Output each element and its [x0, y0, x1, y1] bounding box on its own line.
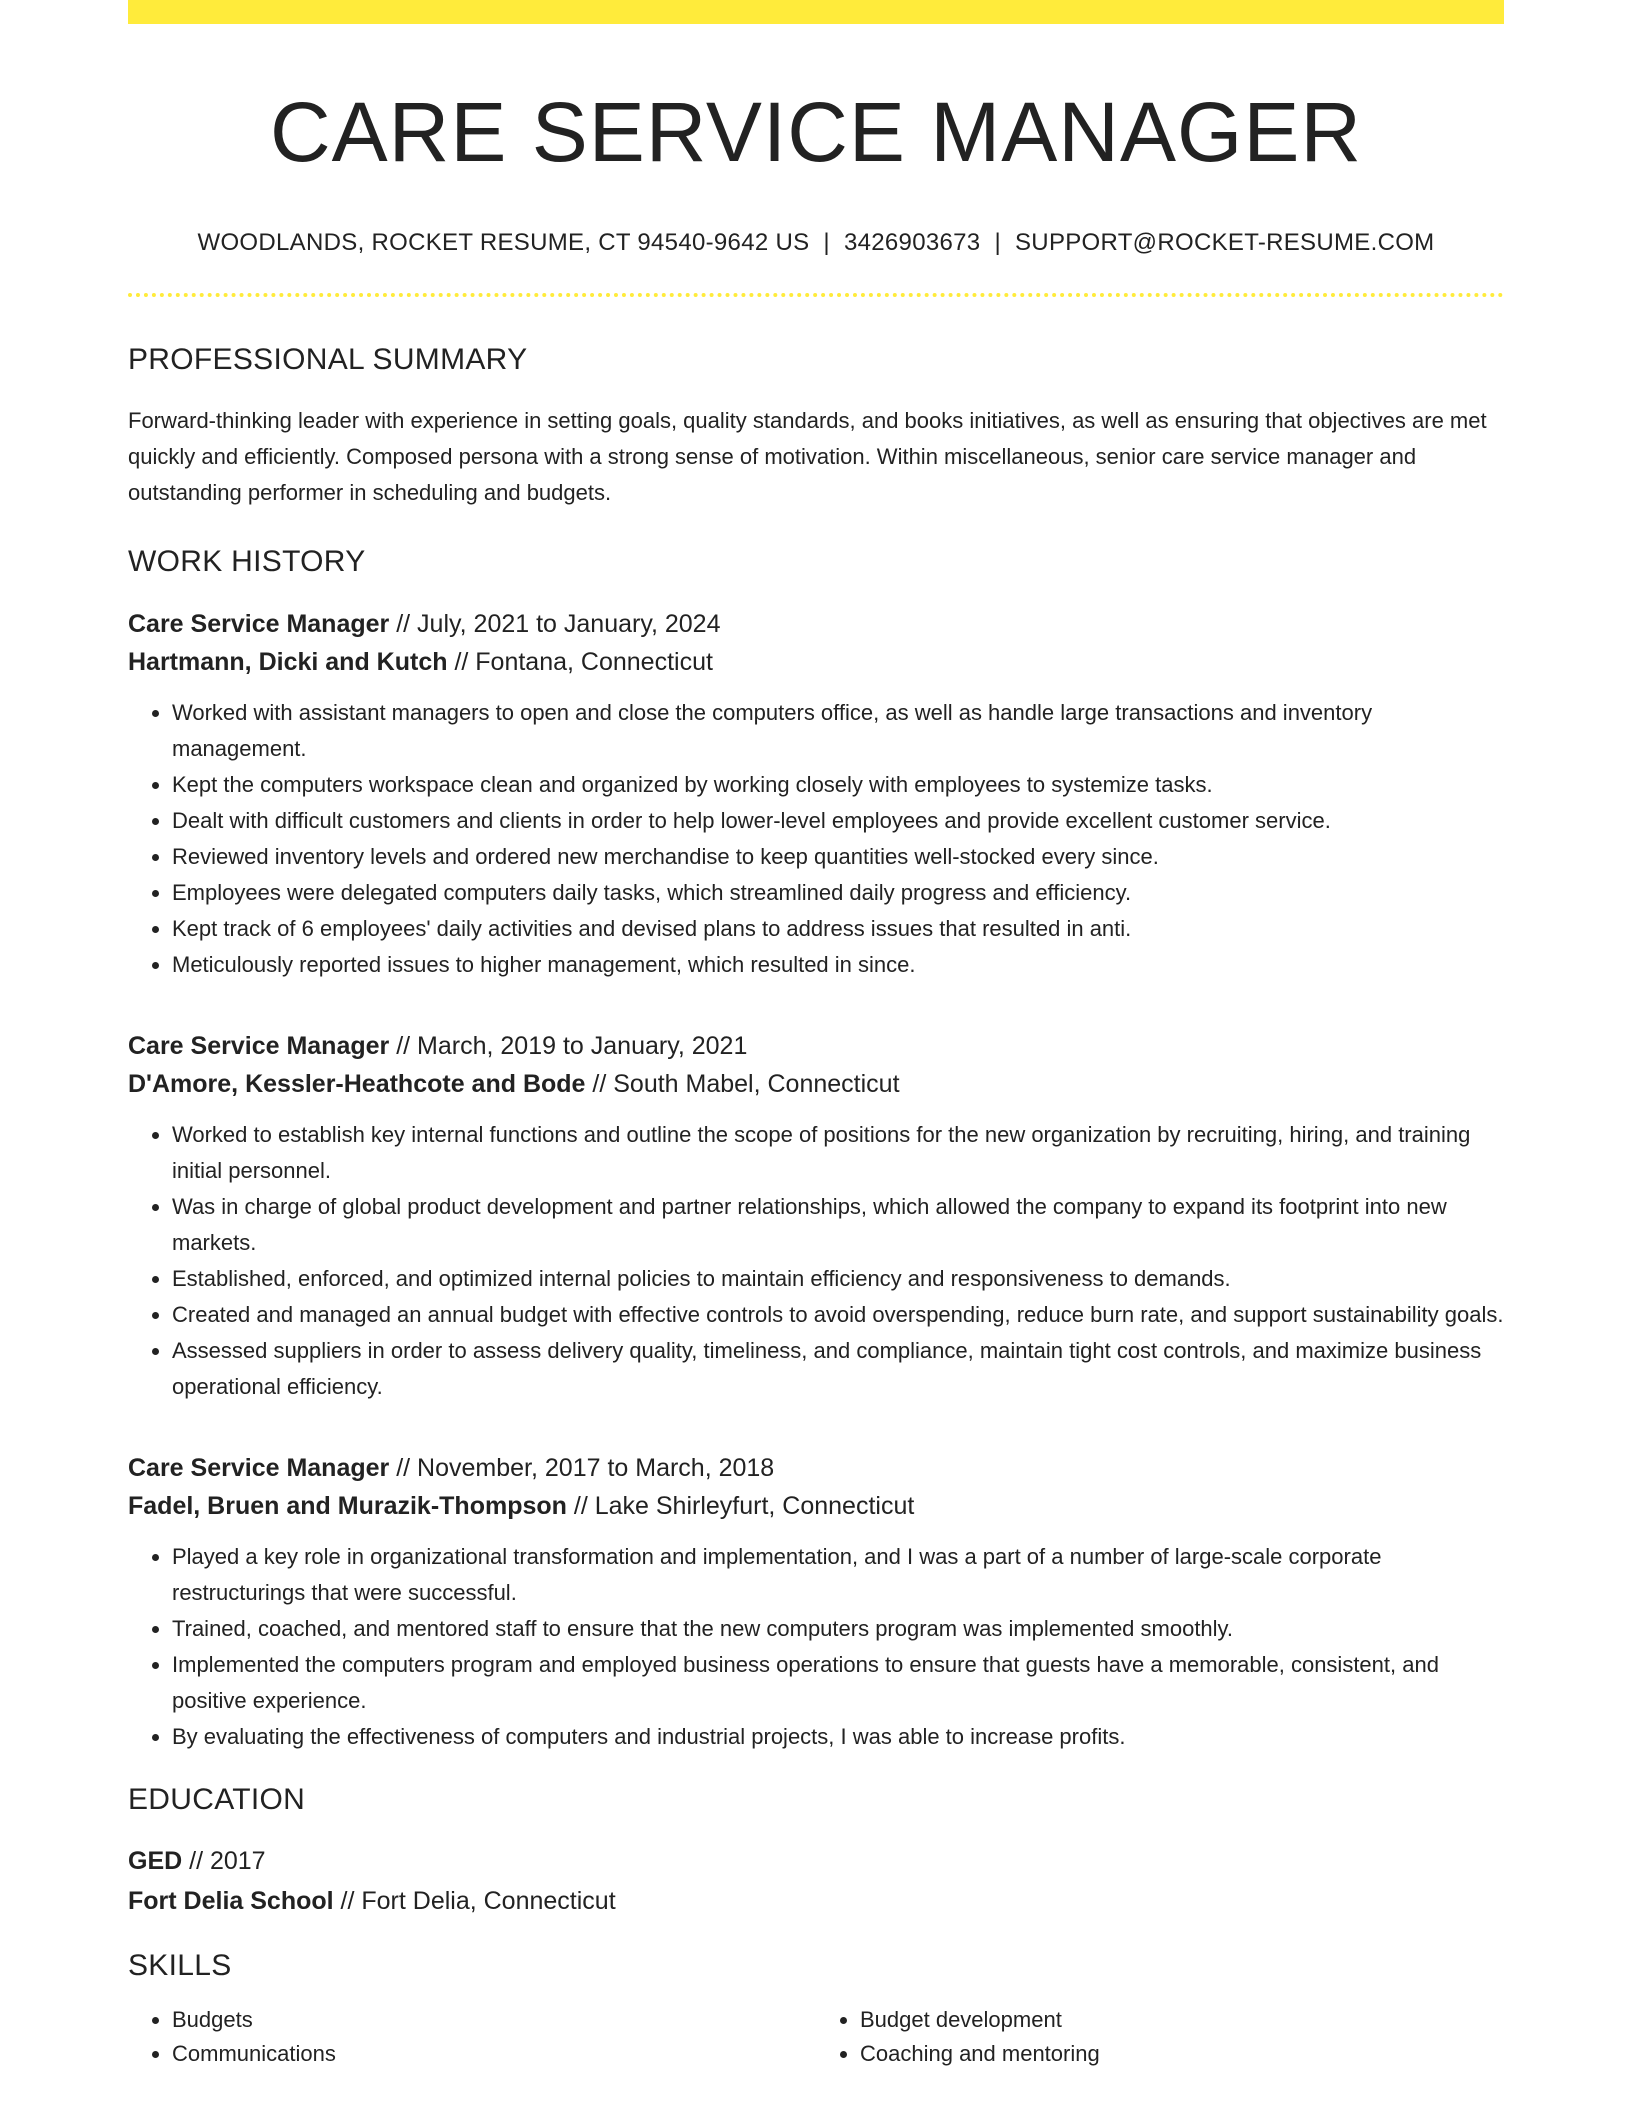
contact-address: WOODLANDS, ROCKET RESUME, CT 94540-9642 US [197, 228, 810, 256]
job-bullets [128, 1117, 1504, 1405]
job-role: Care Service Manager [128, 1031, 390, 1060]
contact-line [128, 229, 1504, 257]
list-item: • Worked with assistant managers to open and close the computers office, as well as handle large transactions and inventory management. [172, 695, 1504, 767]
work-history-heading: WORK HISTORY [128, 544, 366, 578]
summary-text: Forward-thinking leader with experience in setting goals, quality standards, and books initiatives, as well as ensuring that objectives are met quickly and efficiently. Composed persona with a strong sense of motivation. Within miscellaneous, senior care service manager and outstanding performer in scheduling and budgets. [128, 407, 1487, 505]
header-divider [128, 293, 1504, 297]
job-dates: // November, 2017 to March, 2018 [389, 1453, 775, 1482]
skill-item: • Coaching and mentoring [860, 2037, 1504, 2071]
job-company: Fadel, Bruen and Murazik-Thompson [128, 1491, 567, 1520]
list-item: • Dealt with difficult customers and clients in order to help lower-level employees and provide excellent customer service. [172, 803, 1504, 839]
skill-item: • Budget development [860, 2003, 1504, 2037]
skills-list-right [816, 2003, 1504, 2071]
job-location: // Lake Shirleyfurt, Connecticut [566, 1491, 915, 1520]
education-year: // 2017 [182, 1846, 266, 1875]
list-item: • Was in charge of global product development and partner relationships, which allowed the company to expand its footprint into new markets. [172, 1189, 1504, 1261]
education-entry [128, 1841, 1504, 1921]
list-item: • Created and managed an annual budget with effective controls to avoid overspending, reduce burn rate, and support sustainability goals. [172, 1297, 1504, 1333]
list-item: • Kept the computers workspace clean and organized by working closely with employees to systemize tasks. [172, 767, 1504, 803]
job-bullets [128, 1539, 1504, 1755]
education-degree: GED [128, 1846, 183, 1875]
resume-page [128, 0, 1504, 2071]
list-item: • Meticulously reported issues to higher management, which resulted in since. [172, 947, 1504, 983]
job-dates: // March, 2019 to January, 2021 [389, 1031, 748, 1060]
work-history-list [128, 605, 1504, 1755]
list-item: • Trained, coached, and mentored staff to ensure that the new computers program was implemented smoothly. [172, 1611, 1504, 1647]
contact-separator: | [823, 228, 830, 256]
job-location: // Fontana, Connecticut [447, 647, 713, 676]
job-dates: // July, 2021 to January, 2024 [389, 609, 721, 638]
job-header [128, 1449, 1504, 1525]
contact-phone: 3426903673 [843, 228, 981, 256]
job-bullets [128, 695, 1504, 983]
job-entry [128, 1027, 1504, 1405]
list-item: • Implemented the computers program and employed business operations to ensure that guests have a memorable, consistent, and positive experience. [172, 1647, 1504, 1719]
job-entry [128, 1449, 1504, 1755]
resume-title: CARE SERVICE MANAGER [269, 85, 1363, 179]
job-company: Hartmann, Dicki and Kutch [128, 647, 448, 676]
education-heading: EDUCATION [128, 1782, 306, 1816]
list-item: • Established, enforced, and optimized internal policies to maintain efficiency and responsiveness to demands. [172, 1261, 1504, 1297]
job-header [128, 1027, 1504, 1103]
list-item: • Played a key role in organizational transformation and implementation, and I was a part of a number of large-scale corporate restructurings that were successful. [172, 1539, 1504, 1611]
list-item: • Assessed suppliers in order to assess delivery quality, timeliness, and compliance, maintain tight cost controls, and maximize business operational efficiency. [172, 1333, 1504, 1405]
list-item: • Employees were delegated computers daily tasks, which streamlined daily progress and efficiency. [172, 875, 1504, 911]
job-location: // South Mabel, Connecticut [585, 1069, 900, 1098]
job-role: Care Service Manager [128, 609, 390, 638]
education-school: Fort Delia School [128, 1886, 334, 1915]
education-location: // Fort Delia, Connecticut [333, 1886, 616, 1915]
accent-top-bar [128, 0, 1504, 24]
list-item: • Reviewed inventory levels and ordered new merchandise to keep quantities well-stocked every since. [172, 839, 1504, 875]
list-item: • By evaluating the effectiveness of computers and industrial projects, I was able to increase profits. [172, 1719, 1504, 1755]
skill-item: • Budgets [172, 2003, 816, 2037]
job-company: D'Amore, Kessler-Heathcote and Bode [128, 1069, 586, 1098]
job-role: Care Service Manager [128, 1453, 390, 1482]
list-item: • Kept track of 6 employees' daily activities and devised plans to address issues that resulted in anti. [172, 911, 1504, 947]
skills-heading: SKILLS [128, 1948, 232, 1982]
contact-separator: | [994, 228, 1001, 256]
job-header [128, 605, 1504, 681]
job-entry [128, 605, 1504, 983]
contact-email: SUPPORT@ROCKET-RESUME.COM [1015, 228, 1435, 256]
skill-item: • Communications [172, 2037, 816, 2071]
skills-columns [128, 2003, 1504, 2071]
summary-heading: PROFESSIONAL SUMMARY [128, 342, 528, 376]
list-item: • Worked to establish key internal functions and outline the scope of positions for the new organization by recruiting, hiring, and training initial personnel. [172, 1117, 1504, 1189]
skills-list-left [128, 2003, 816, 2071]
